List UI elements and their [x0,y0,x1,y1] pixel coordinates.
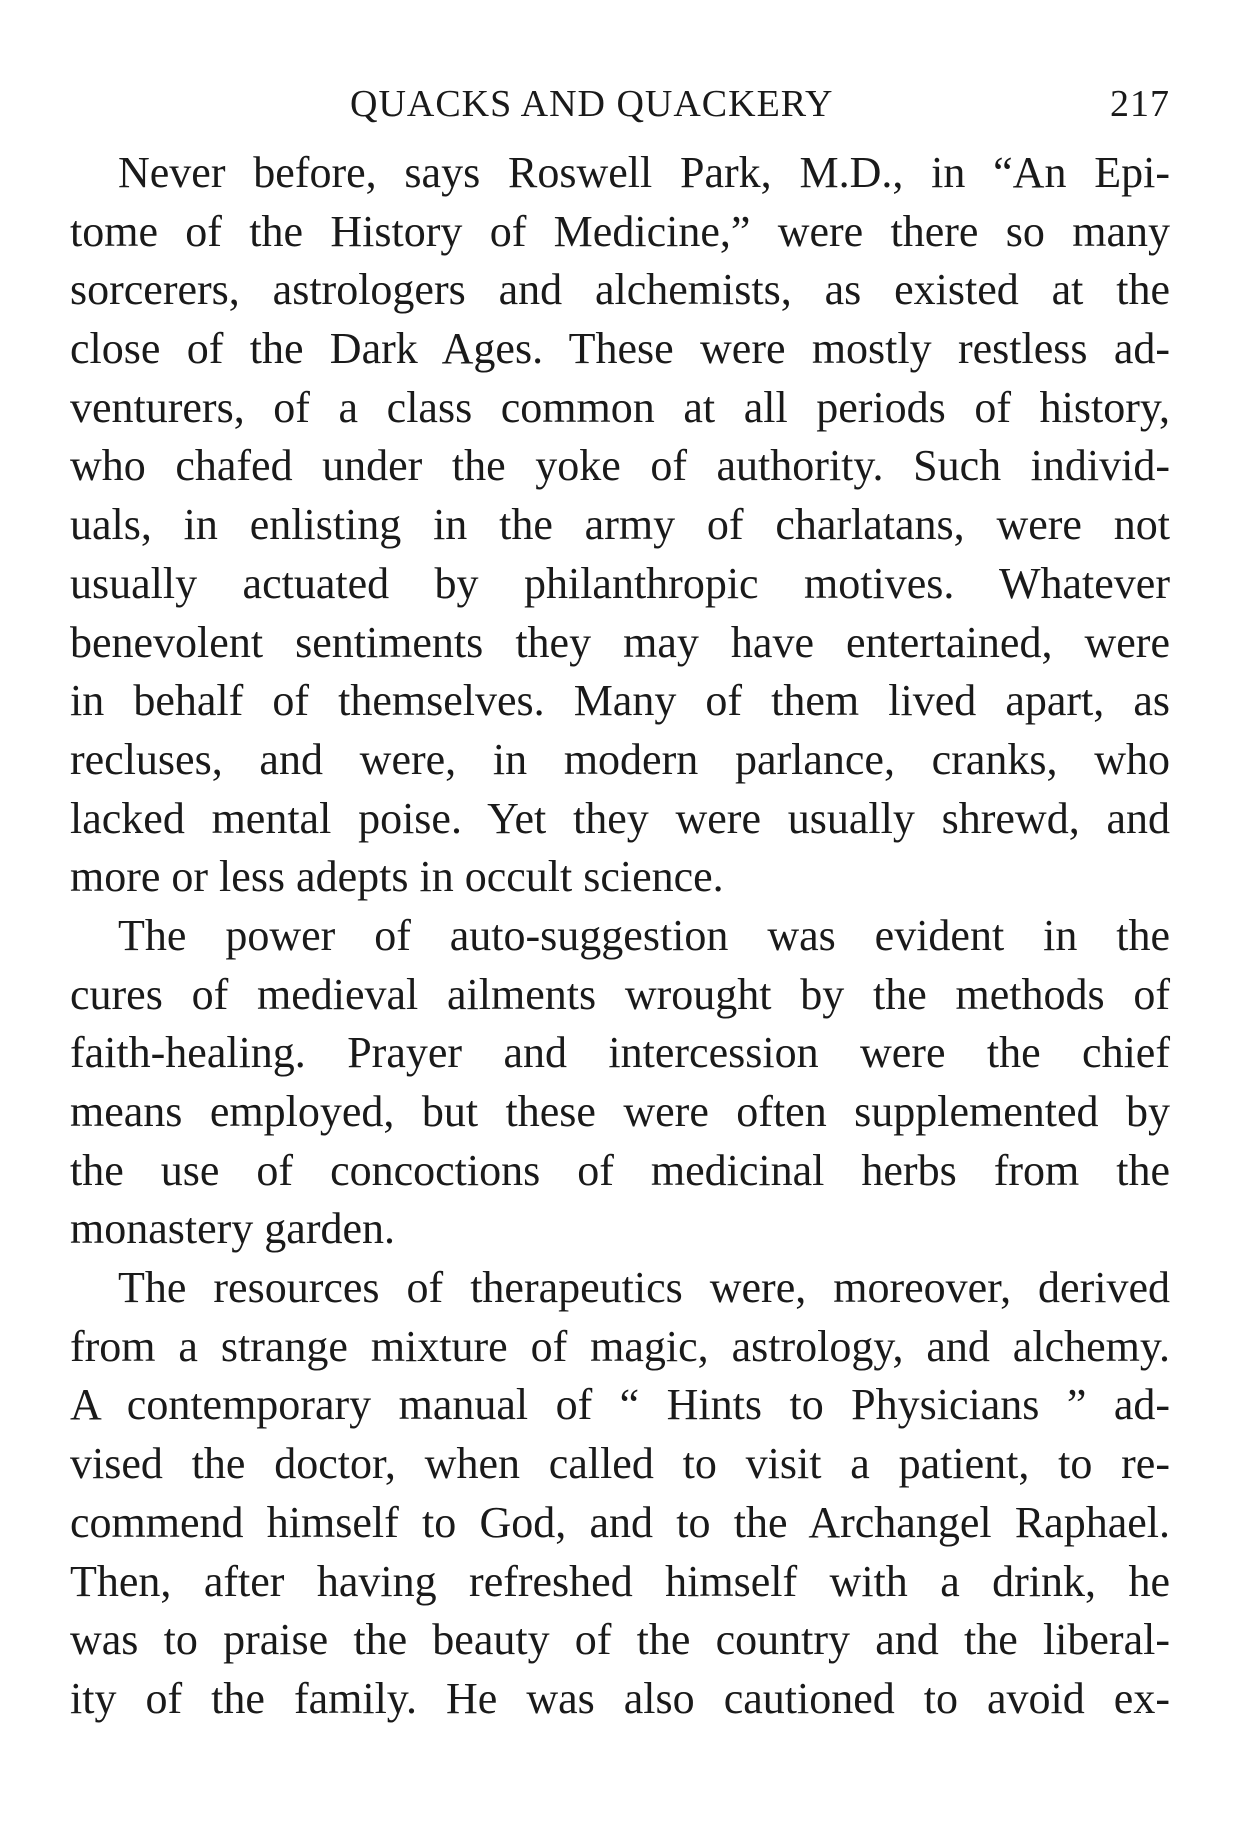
paragraph-2 [70,907,1170,1259]
text-line: in behalf of themselves. Many of them lived apart, as [70,676,1170,726]
text-line: recluses, and were, in modern parlance, cranks, who [70,734,1170,784]
text-line: close of the Dark Ages. These were mostly restless ad- [70,324,1170,374]
text-line: was to praise the beauty of the country and the liberal- [70,1615,1170,1665]
text-line: the use of concoctions of medicinal herbs from the [70,1145,1170,1195]
text-line: vised the doctor, when called to visit a patient, to re- [70,1439,1170,1489]
text-line: benevolent sentiments they may have entertained, were [70,617,1170,667]
text-line: tome of the History of Medicine,” were there so many [70,206,1170,256]
text-line: monastery garden. [70,1204,395,1254]
chapter-title: QUACKS AND QUACKERY [350,83,834,125]
text-line: The resources of therapeutics were, moreover, derived [118,1263,1170,1313]
body-text [70,144,1170,1729]
text-line: who chafed under the yoke of authority. Such individ- [70,441,1170,491]
text-line: commend himself to God, and to the Archangel Raphael. [70,1497,1170,1547]
text-line: faith-healing. Prayer and intercession were the chief [70,1028,1170,1078]
text-line: cures of medieval ailments wrought by the methods of [70,969,1170,1019]
text-line: The power of auto-suggestion was evident in the [118,910,1170,960]
running-head [70,82,1170,142]
text-line: ity of the family. He was also cautioned to avoid ex- [70,1673,1170,1723]
text-line: venturers, of a class common at all periods of history, [70,382,1170,432]
text-line: means employed, but these were often supplemented by [70,1087,1170,1136]
page-number: 217 [1110,83,1170,125]
text-line: A contemporary manual of “ Hints to Physicians ” ad- [70,1380,1170,1430]
text-line: usually actuated by philanthropic motives. Whatever [70,558,1170,608]
text-line: more or less adepts in occult science. [70,852,724,902]
text-line: Then, after having refreshed himself with a drink, he [70,1556,1170,1606]
text-line: lacked mental poise. Yet they were usually shrewd, and [70,793,1170,843]
text-line: from a strange mixture of magic, astrology, and alchemy. [70,1321,1170,1371]
text-line: sorcerers, astrologers and alchemists, as existed at the [70,265,1170,315]
text-line: uals, in enlisting in the army of charlatans, were not [70,500,1170,550]
text-line: Never before, says Roswell Park, M.D., in “An Epi- [118,148,1170,197]
paragraph-1 [70,144,1170,907]
paragraph-3 [70,1259,1170,1729]
